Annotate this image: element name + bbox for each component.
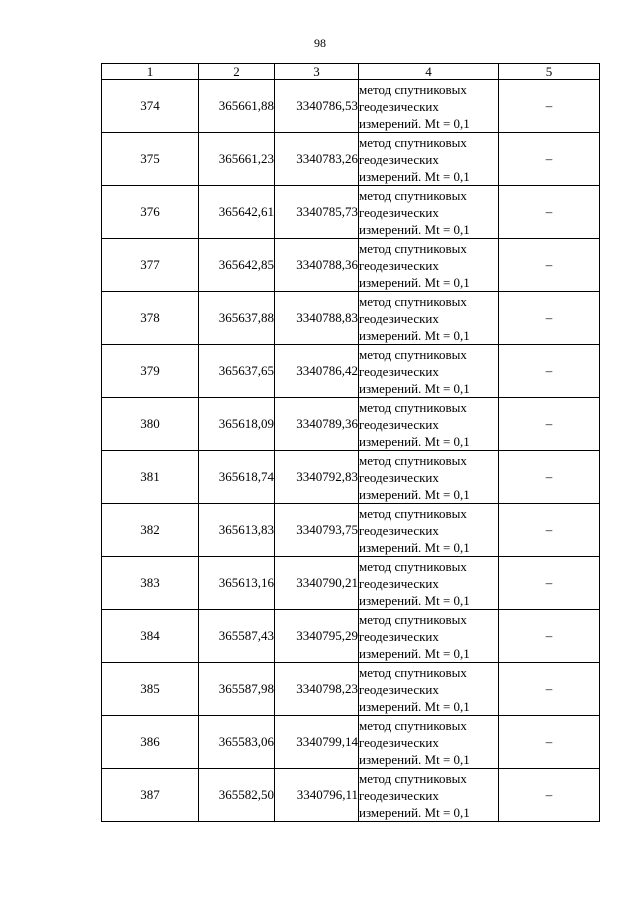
method-line-1: метод спутниковых <box>359 240 467 256</box>
note-dash: – <box>499 133 600 186</box>
point-number: 379 <box>102 345 199 398</box>
method-line-3: измерений. Mt = 0,1 <box>359 592 470 608</box>
coordinate-y: 3340789,36 <box>275 398 359 451</box>
coordinate-y: 3340792,83 <box>275 451 359 504</box>
coordinate-x: 365661,23 <box>199 133 275 186</box>
method-line-1: метод спутниковых <box>359 399 467 415</box>
column-header-3: 3 <box>275 64 359 80</box>
method-line-3: измерений. Mt = 0,1 <box>359 274 470 290</box>
method-line-3: измерений. Mt = 0,1 <box>359 221 470 237</box>
method-line-1: метод спутниковых <box>359 81 467 97</box>
table-row <box>102 504 600 557</box>
note-dash: – <box>499 663 600 716</box>
method-cell <box>359 557 499 610</box>
method-line-2: геодезических <box>359 734 439 750</box>
point-number: 387 <box>102 769 199 822</box>
note-dash: – <box>499 186 600 239</box>
point-number: 378 <box>102 292 199 345</box>
note-dash: – <box>499 80 600 133</box>
point-number: 382 <box>102 504 199 557</box>
coordinate-x: 365618,09 <box>199 398 275 451</box>
point-number: 375 <box>102 133 199 186</box>
column-header-2: 2 <box>199 64 275 80</box>
method-cell <box>359 80 499 133</box>
method-line-2: геодезических <box>359 469 439 485</box>
method-cell <box>359 345 499 398</box>
method-line-3: измерений. Mt = 0,1 <box>359 751 470 767</box>
method-line-2: геодезических <box>359 204 439 220</box>
coordinate-x: 365582,50 <box>199 769 275 822</box>
coordinate-y: 3340799,14 <box>275 716 359 769</box>
note-dash: – <box>499 451 600 504</box>
coordinate-y: 3340788,36 <box>275 239 359 292</box>
note-dash: – <box>499 610 600 663</box>
header-row <box>102 64 600 80</box>
note-dash: – <box>499 504 600 557</box>
coordinate-x: 365587,43 <box>199 610 275 663</box>
method-cell <box>359 398 499 451</box>
method-line-2: геодезических <box>359 522 439 538</box>
table-row <box>102 186 600 239</box>
table-row <box>102 557 600 610</box>
method-line-3: измерений. Mt = 0,1 <box>359 698 470 714</box>
table-row <box>102 663 600 716</box>
method-line-3: измерений. Mt = 0,1 <box>359 486 470 502</box>
method-line-2: геодезических <box>359 151 439 167</box>
point-number: 386 <box>102 716 199 769</box>
coordinate-y: 3340783,26 <box>275 133 359 186</box>
coordinate-x: 365613,16 <box>199 557 275 610</box>
method-cell <box>359 769 499 822</box>
method-line-3: измерений. Mt = 0,1 <box>359 539 470 555</box>
coordinate-x: 365642,85 <box>199 239 275 292</box>
point-number: 384 <box>102 610 199 663</box>
coordinate-y: 3340793,75 <box>275 504 359 557</box>
point-number: 383 <box>102 557 199 610</box>
method-cell <box>359 133 499 186</box>
method-line-1: метод спутниковых <box>359 452 467 468</box>
method-line-1: метод спутниковых <box>359 611 467 627</box>
method-cell <box>359 716 499 769</box>
table-body <box>102 80 600 822</box>
table-row <box>102 610 600 663</box>
method-line-3: измерений. Mt = 0,1 <box>359 433 470 449</box>
coordinate-x: 365637,65 <box>199 345 275 398</box>
table-row <box>102 769 600 822</box>
coordinate-y: 3340786,53 <box>275 80 359 133</box>
method-line-1: метод спутниковых <box>359 558 467 574</box>
method-line-3: измерений. Mt = 0,1 <box>359 380 470 396</box>
table-row <box>102 398 600 451</box>
coordinate-x: 365587,98 <box>199 663 275 716</box>
coordinate-y: 3340785,73 <box>275 186 359 239</box>
column-header-1: 1 <box>102 64 199 80</box>
method-line-3: измерений. Mt = 0,1 <box>359 804 470 820</box>
method-line-2: геодезических <box>359 257 439 273</box>
coordinate-y: 3340798,23 <box>275 663 359 716</box>
coordinate-x: 365613,83 <box>199 504 275 557</box>
coordinate-x: 365618,74 <box>199 451 275 504</box>
coordinate-x: 365661,88 <box>199 80 275 133</box>
method-line-2: геодезических <box>359 363 439 379</box>
page-number: 98 <box>314 36 326 50</box>
method-line-2: геодезических <box>359 310 439 326</box>
note-dash: – <box>499 239 600 292</box>
method-line-2: геодезических <box>359 575 439 591</box>
note-dash: – <box>499 292 600 345</box>
note-dash: – <box>499 557 600 610</box>
method-cell <box>359 610 499 663</box>
method-line-3: измерений. Mt = 0,1 <box>359 327 470 343</box>
method-line-1: метод спутниковых <box>359 664 467 680</box>
column-header-4: 4 <box>359 64 499 80</box>
method-line-2: геодезических <box>359 628 439 644</box>
coordinate-y: 3340786,42 <box>275 345 359 398</box>
method-line-3: измерений. Mt = 0,1 <box>359 115 470 131</box>
point-number: 381 <box>102 451 199 504</box>
note-dash: – <box>499 398 600 451</box>
point-number: 377 <box>102 239 199 292</box>
note-dash: – <box>499 345 600 398</box>
method-cell <box>359 451 499 504</box>
table-row <box>102 80 600 133</box>
table-row <box>102 716 600 769</box>
table-row <box>102 451 600 504</box>
method-cell <box>359 292 499 345</box>
point-number: 376 <box>102 186 199 239</box>
method-line-2: геодезических <box>359 787 439 803</box>
method-line-1: метод спутниковых <box>359 346 467 362</box>
method-cell <box>359 186 499 239</box>
method-cell <box>359 663 499 716</box>
method-line-2: геодезических <box>359 681 439 697</box>
coordinate-x: 365583,06 <box>199 716 275 769</box>
table-row <box>102 345 600 398</box>
table-row <box>102 292 600 345</box>
note-dash: – <box>499 716 600 769</box>
method-line-1: метод спутниковых <box>359 134 467 150</box>
method-line-1: метод спутниковых <box>359 505 467 521</box>
method-line-1: метод спутниковых <box>359 717 467 733</box>
coordinate-x: 365637,88 <box>199 292 275 345</box>
table-row <box>102 133 600 186</box>
method-cell <box>359 239 499 292</box>
coordinate-y: 3340788,83 <box>275 292 359 345</box>
method-line-3: измерений. Mt = 0,1 <box>359 168 470 184</box>
method-line-3: измерений. Mt = 0,1 <box>359 645 470 661</box>
point-number: 380 <box>102 398 199 451</box>
coordinate-y: 3340795,29 <box>275 610 359 663</box>
method-line-1: метод спутниковых <box>359 293 467 309</box>
method-line-1: метод спутниковых <box>359 187 467 203</box>
coordinate-y: 3340790,21 <box>275 557 359 610</box>
method-cell <box>359 504 499 557</box>
point-number: 385 <box>102 663 199 716</box>
method-line-2: геодезических <box>359 416 439 432</box>
column-header-5: 5 <box>499 64 600 80</box>
method-line-1: метод спутниковых <box>359 770 467 786</box>
coordinates-table <box>101 63 600 822</box>
point-number: 374 <box>102 80 199 133</box>
coordinate-y: 3340796,11 <box>275 769 359 822</box>
table-header <box>102 64 600 80</box>
table-row <box>102 239 600 292</box>
method-line-2: геодезических <box>359 98 439 114</box>
note-dash: – <box>499 769 600 822</box>
coordinate-x: 365642,61 <box>199 186 275 239</box>
